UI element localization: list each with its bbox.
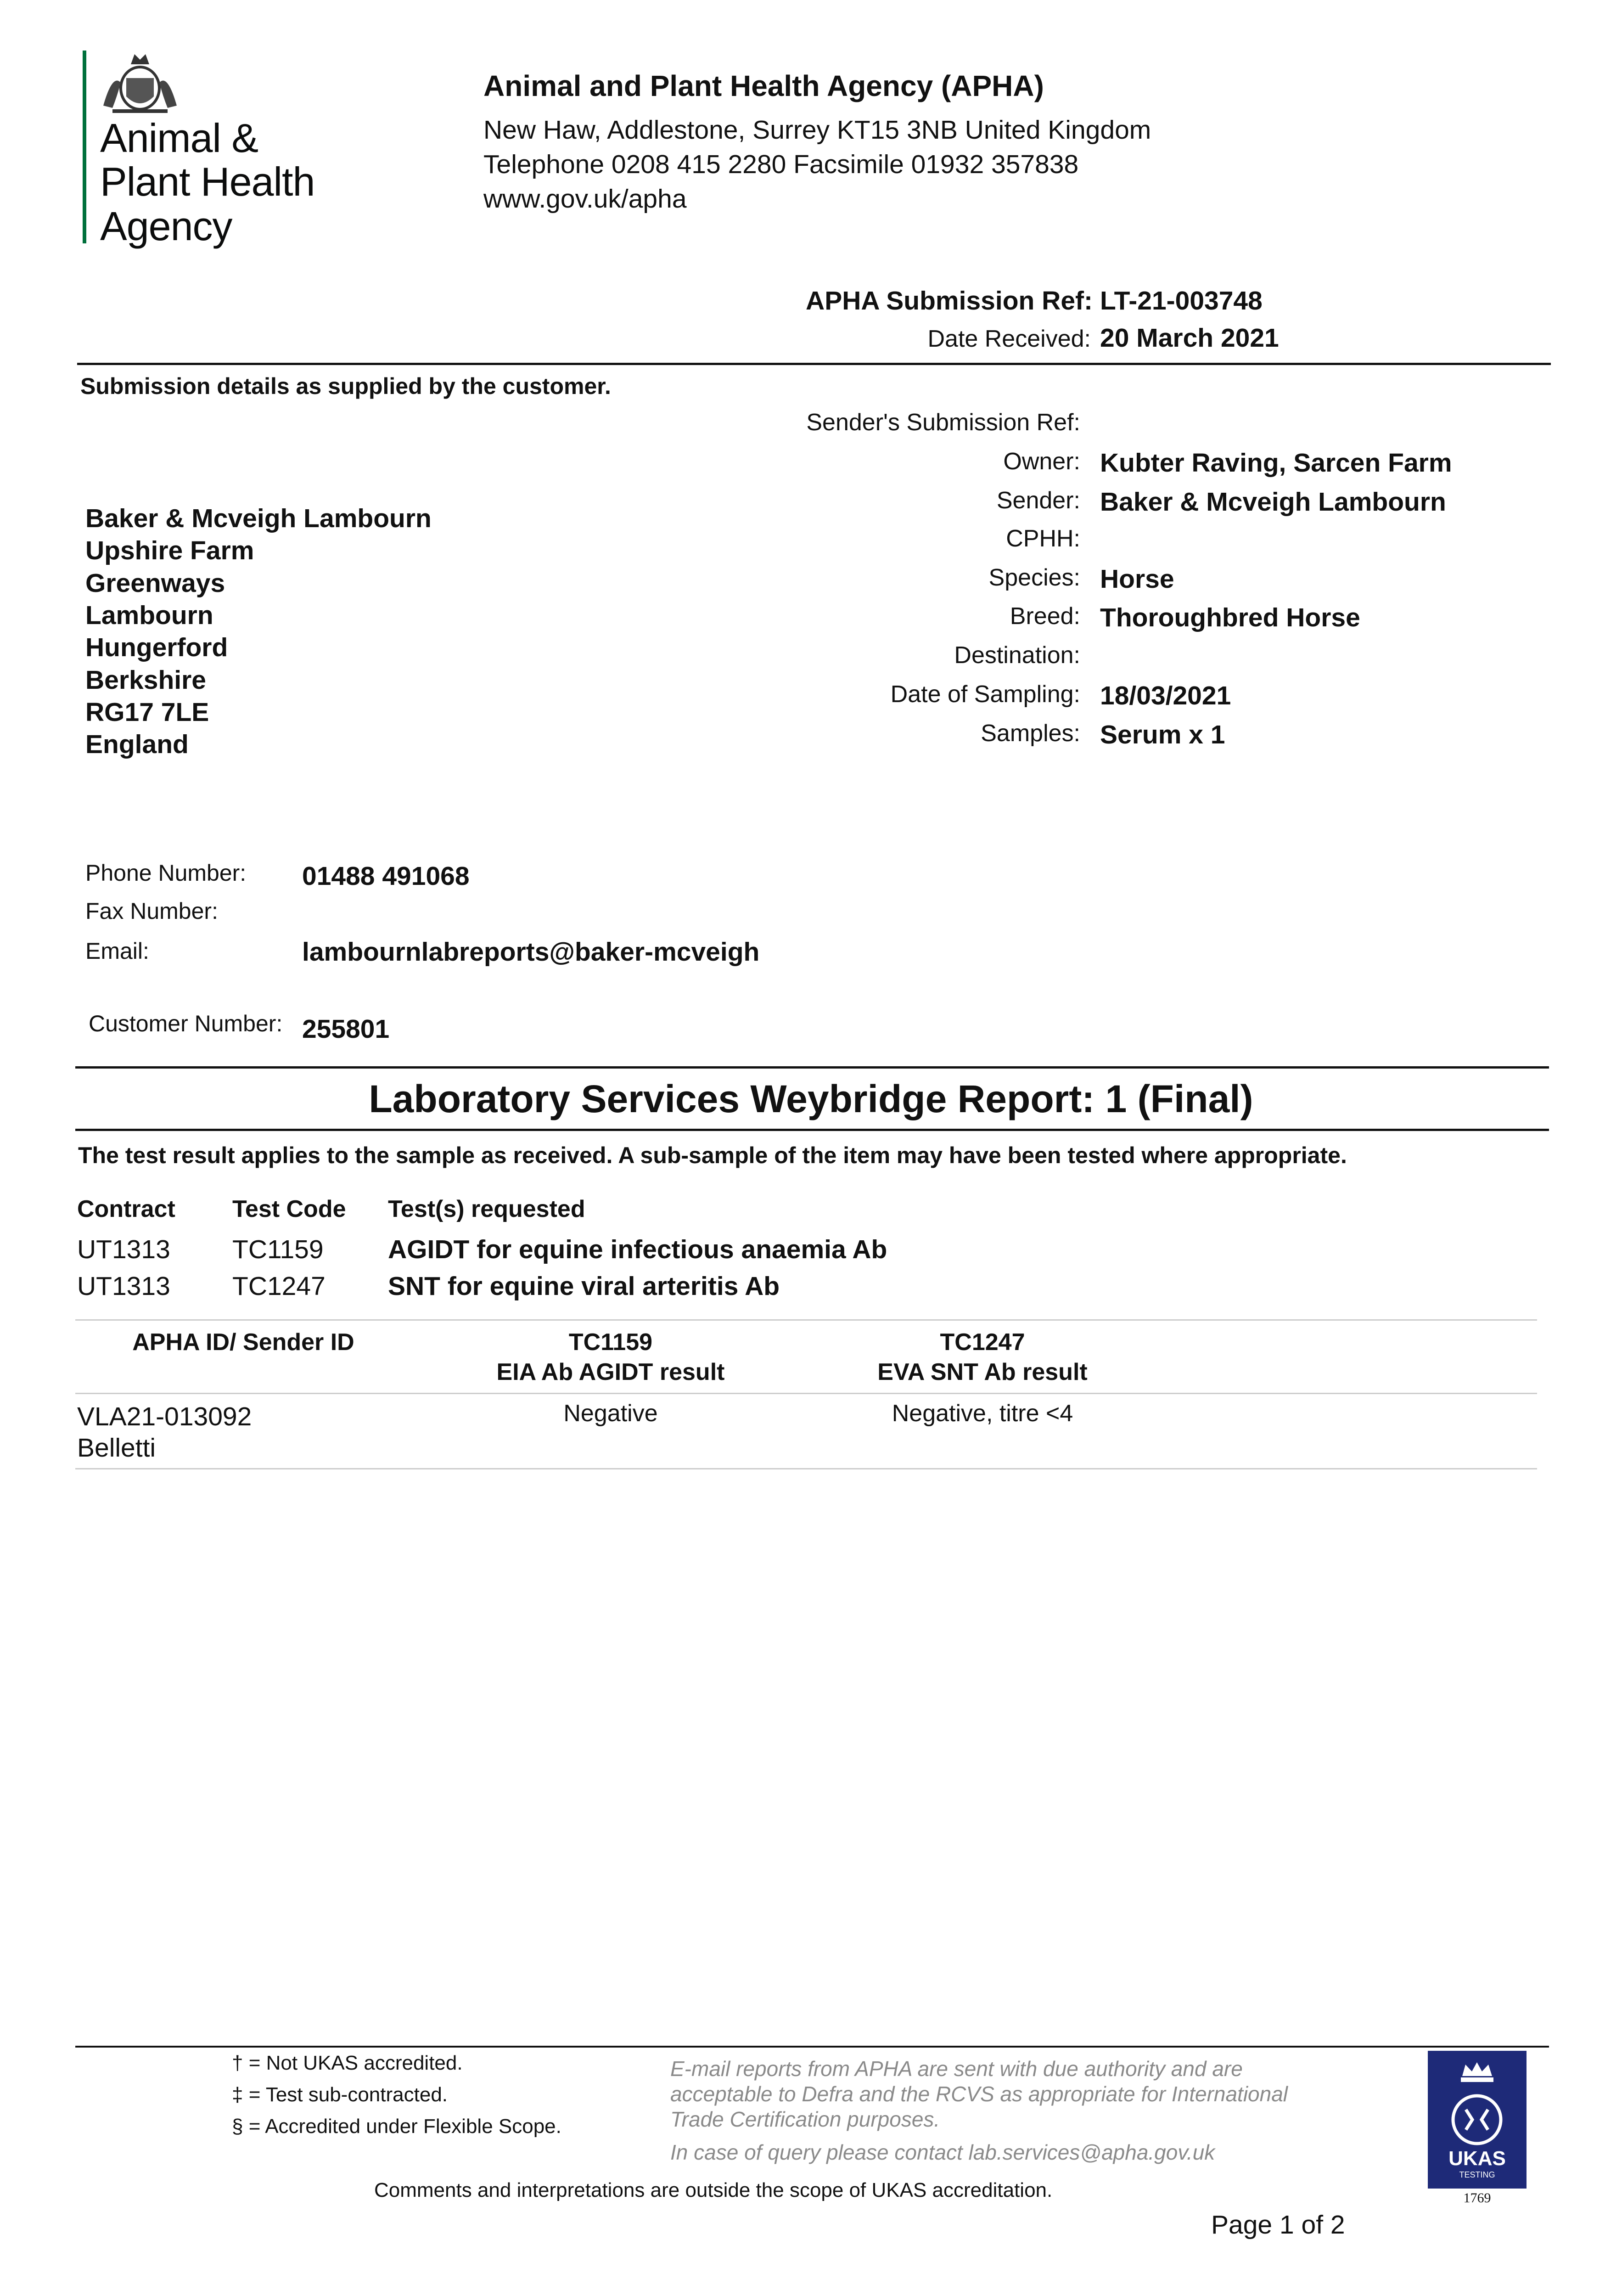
field-label-sender: Sender:: [996, 487, 1080, 514]
results-header-id: APHA ID/ Sender ID: [132, 1329, 354, 1356]
address-line-8: England: [85, 730, 189, 759]
address-line-7: RG17 7LE: [85, 698, 209, 727]
result-apha-id: VLA21-013092: [77, 1402, 252, 1431]
submission-heading: Submission details as supplied by the customer.: [80, 373, 611, 399]
field-value-sampling-date: 18/03/2021: [1100, 681, 1231, 710]
report-top-rule: [75, 1066, 1549, 1069]
org-name: Animal and Plant Health Agency (APHA): [483, 69, 1044, 102]
fax-label: Fax Number:: [85, 898, 218, 924]
field-value-sender: Baker & Mcveigh Lambourn: [1100, 487, 1446, 517]
field-label-cphh: CPHH:: [1006, 525, 1080, 552]
result-sender-id: Belletti: [77, 1433, 156, 1463]
field-label-owner: Owner:: [1003, 448, 1080, 475]
tests-header-contract: Contract: [77, 1196, 175, 1222]
logo-text-line-3: Agency: [100, 203, 232, 249]
field-value-samples: Serum x 1: [1100, 720, 1225, 749]
field-value-breed: Thoroughbred Horse: [1100, 603, 1360, 632]
field-label-breed: Breed:: [1010, 603, 1080, 630]
field-label-species: Species:: [988, 564, 1080, 591]
field-label-destination: Destination:: [954, 642, 1080, 669]
results-bottom-rule: [75, 1468, 1537, 1469]
results-header-col1-code: TC1159: [568, 1329, 653, 1356]
ukas-scope-comment: Comments and interpretations are outside the scope of UKAS accreditation.: [374, 2179, 1053, 2201]
royal-crest-icon: [99, 46, 181, 115]
ukas-text: UKAS: [1448, 2147, 1506, 2170]
results-top-rule: [75, 1319, 1537, 1321]
date-received-value: 20 March 2021: [1100, 323, 1279, 353]
submission-ref-label: APHA Submission Ref:: [806, 286, 1093, 315]
test-row-2-requested: SNT for equine viral arteritis Ab: [388, 1272, 780, 1301]
test-row-1-code: TC1159: [232, 1235, 324, 1264]
address-line-5: Hungerford: [85, 633, 228, 662]
address-line-2: Upshire Farm: [85, 536, 254, 565]
phone-value: 01488 491068: [302, 861, 470, 891]
email-note-line-3: Trade Certification purposes.: [670, 2107, 940, 2131]
test-row-2-code: TC1247: [232, 1272, 326, 1301]
tests-header-requested: Test(s) requested: [388, 1196, 585, 1222]
email-label: Email:: [85, 938, 149, 964]
test-row-2-contract: UT1313: [77, 1272, 170, 1301]
submission-ref-value: LT-21-003748: [1100, 286, 1263, 315]
results-header-col2-name: EVA SNT Ab result: [877, 1359, 1088, 1385]
report-note: The test result applies to the sample as received. A sub-sample of the item may have been tested where appropriate.: [78, 1142, 1347, 1168]
report-title: Laboratory Services Weybridge Report: 1 (Final): [369, 1077, 1253, 1120]
results-header-col2-code: TC1247: [940, 1329, 1025, 1356]
date-received-label: Date Received:: [927, 326, 1091, 352]
address-line-4: Lambourn: [85, 601, 213, 630]
logo-text-line-2: Plant Health: [100, 159, 315, 204]
test-row-1-requested: AGIDT for equine infectious anaemia Ab: [388, 1235, 887, 1264]
org-website[interactable]: www.gov.uk/apha: [483, 184, 687, 214]
ukas-number: 1769: [1463, 2190, 1491, 2206]
address-line-6: Berkshire: [85, 665, 206, 695]
address-line-3: Greenways: [85, 568, 225, 598]
logo-text-line-1: Animal &: [100, 115, 258, 161]
ukas-sub: TESTING: [1459, 2170, 1495, 2179]
address-line-1: Baker & Mcveigh Lambourn: [85, 504, 432, 533]
customer-number-value: 255801: [302, 1014, 390, 1044]
page-indicator: Page 1 of 2: [1211, 2210, 1345, 2240]
ukas-mark: [1428, 2051, 1527, 2189]
result-eva: Negative, titre <4: [892, 1400, 1073, 1427]
report-bottom-rule: [75, 1129, 1549, 1131]
org-address: New Haw, Addlestone, Surrey KT15 3NB United Kingdom: [483, 115, 1151, 145]
result-eia: Negative: [563, 1400, 658, 1427]
footer-rule: [75, 2046, 1549, 2048]
logo-accent-bar: [83, 51, 86, 243]
email-note-line-2: acceptable to Defra and the RCVS as appropriate for International: [670, 2082, 1288, 2106]
org-phone: Telephone 0208 415 2280 Facsimile 01932 357838: [483, 150, 1079, 179]
customer-number-label: Customer Number:: [89, 1011, 283, 1036]
results-header-col1-name: EIA Ab AGIDT result: [496, 1359, 725, 1385]
field-label-sampling-date: Date of Sampling:: [890, 681, 1080, 708]
legend-sub-contracted: ‡ = Test sub-contracted.: [232, 2083, 448, 2106]
field-value-species: Horse: [1100, 564, 1174, 594]
header-divider: [77, 363, 1551, 365]
tests-header-code: Test Code: [232, 1196, 346, 1222]
legend-not-accredited: † = Not UKAS accredited.: [232, 2052, 463, 2074]
field-label-samples: Samples:: [981, 720, 1080, 747]
query-contact[interactable]: In case of query please contact lab.services@apha.gov.uk: [670, 2140, 1215, 2164]
field-value-owner: Kubter Raving, Sarcen Farm: [1100, 448, 1452, 478]
test-row-1-contract: UT1313: [77, 1235, 170, 1264]
field-label-sender-ref: Sender's Submission Ref:: [806, 409, 1080, 436]
results-header-rule: [75, 1393, 1537, 1394]
legend-flexible-scope: § = Accredited under Flexible Scope.: [232, 2115, 561, 2138]
email-value[interactable]: lambournlabreports@baker-mcveigh: [302, 937, 760, 967]
phone-label: Phone Number:: [85, 860, 247, 886]
email-note-line-1: E-mail reports from APHA are sent with due authority and are: [670, 2057, 1243, 2081]
